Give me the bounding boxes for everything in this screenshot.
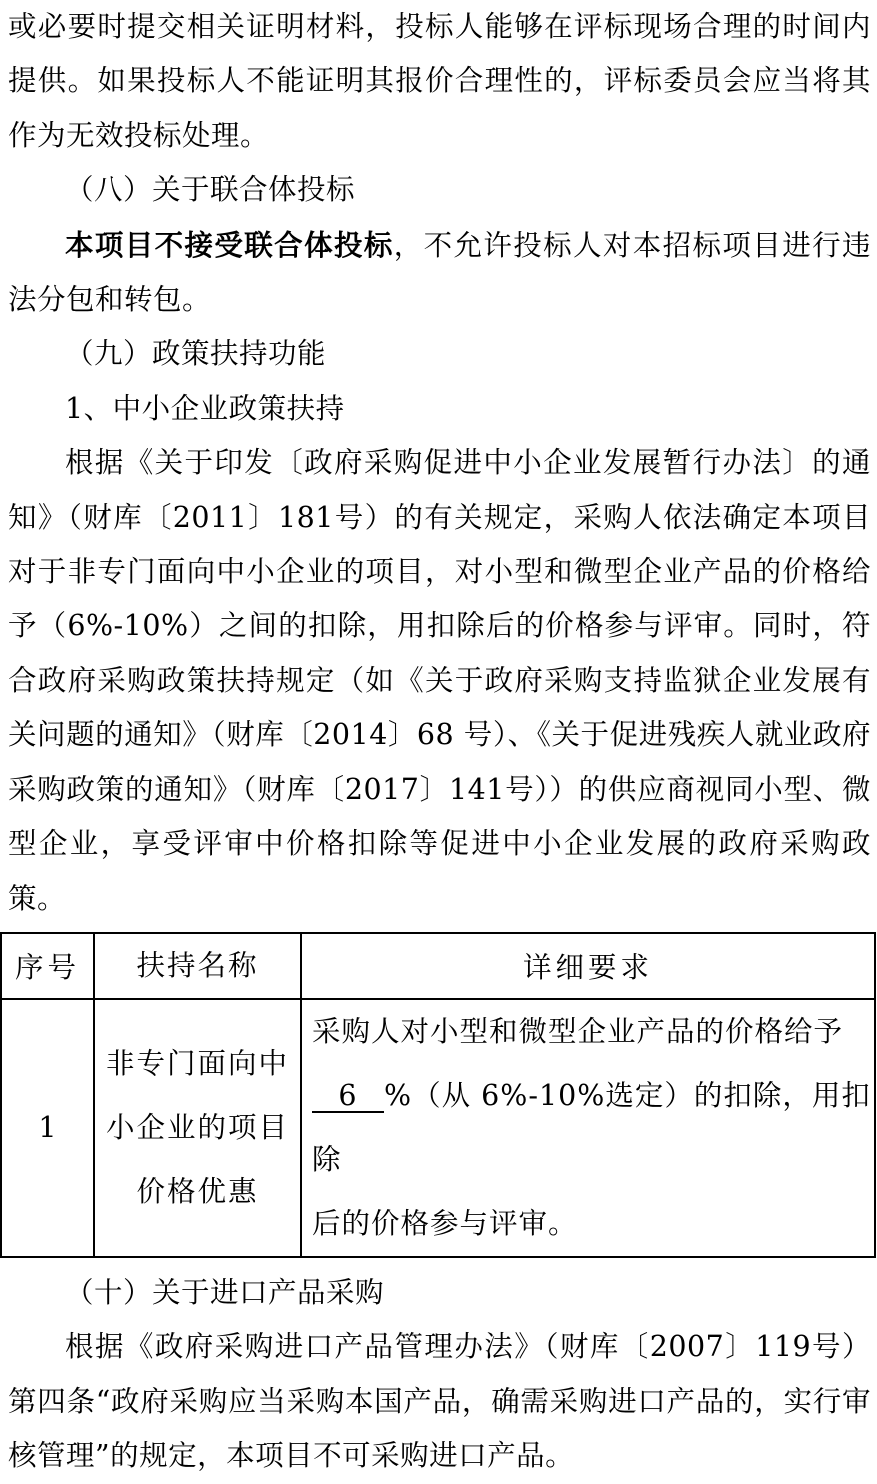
heading-consortium-bidding: （八）关于联合体投标 — [65, 173, 356, 207]
details-line-2-rest: %（从 6%-10%选定）的扣除，用扣除 — [312, 1078, 871, 1176]
consortium-rest-text: ，不允许投标人对本招标项目进行违法分包和转包。 — [8, 228, 871, 317]
cell-support-name — [94, 999, 301, 1257]
heading-import-products: （十）关于进口产品采购 — [65, 1275, 385, 1309]
deduction-percent-blank: 6 — [312, 1081, 384, 1113]
heading-sme-support: 1、中小企业政策扶持 — [65, 391, 345, 425]
details-line-2 — [312, 1064, 874, 1192]
paragraph-sme-policy: 根据《关于印发〔政府采购促进中小企业发展暂行办法〕的通知》（财库〔2011〕181号）的有关规定，采购人依法确定本项目对于非专门面向中小企业的项目，对小型和微型企业产品的价格给予（6%-10%）之间的扣除，用扣除后的价格参与评审。同时，符合政府采购政策扶持规定（如《关于政府采购支持监狱企业发展有关问题的通知》（财库〔2014〕68 号）、《关于促进残疾人就业政府采购政策的通知》（财库〔2017〕141号））的供应商视同小型、微型企业，享受评审中价格扣除等促进中小企业发展的政府采购政策。 — [8, 446, 871, 915]
header-details: 详细要求 — [301, 933, 875, 999]
consortium-bold-statement: 本项目不接受联合体投标 — [65, 227, 394, 262]
paragraph-price-justification: 或必要时提交相关证明材料，投标人能够在评标现场合理的时间内提供。如果投标人不能证明其报价合理性的，评标委员会应当将其作为无效投标处理。 — [8, 10, 871, 152]
header-support-name: 扶持名称 — [94, 933, 301, 999]
header-serial-no: 序号 — [1, 933, 94, 999]
paragraph-consortium-policy — [8, 218, 871, 328]
heading-policy-support: （九）政策扶持功能 — [65, 337, 327, 371]
table-row — [1, 999, 875, 1257]
support-name-line-3: 价格优惠 — [136, 1174, 259, 1208]
support-name-line-2: 小企业的项目 — [105, 1110, 289, 1144]
cell-serial-no: 1 — [1, 999, 94, 1257]
details-line-3: 后的价格参与评审。 — [312, 1206, 578, 1240]
cell-details — [301, 999, 875, 1257]
policy-support-table — [0, 932, 876, 1258]
details-line-1: 采购人对小型和微型企业产品的价格给予 — [312, 1014, 844, 1048]
table-header-row — [1, 933, 875, 999]
paragraph-import-policy: 根据《政府采购进口产品管理办法》（财库〔2007〕119号）第四条“政府采购应当采购本国产品，确需采购进口产品的，实行审核管理”的规定，本项目不可采购进口产品。 — [8, 1330, 871, 1473]
support-name-line-1: 非专门面向中 — [105, 1046, 289, 1080]
